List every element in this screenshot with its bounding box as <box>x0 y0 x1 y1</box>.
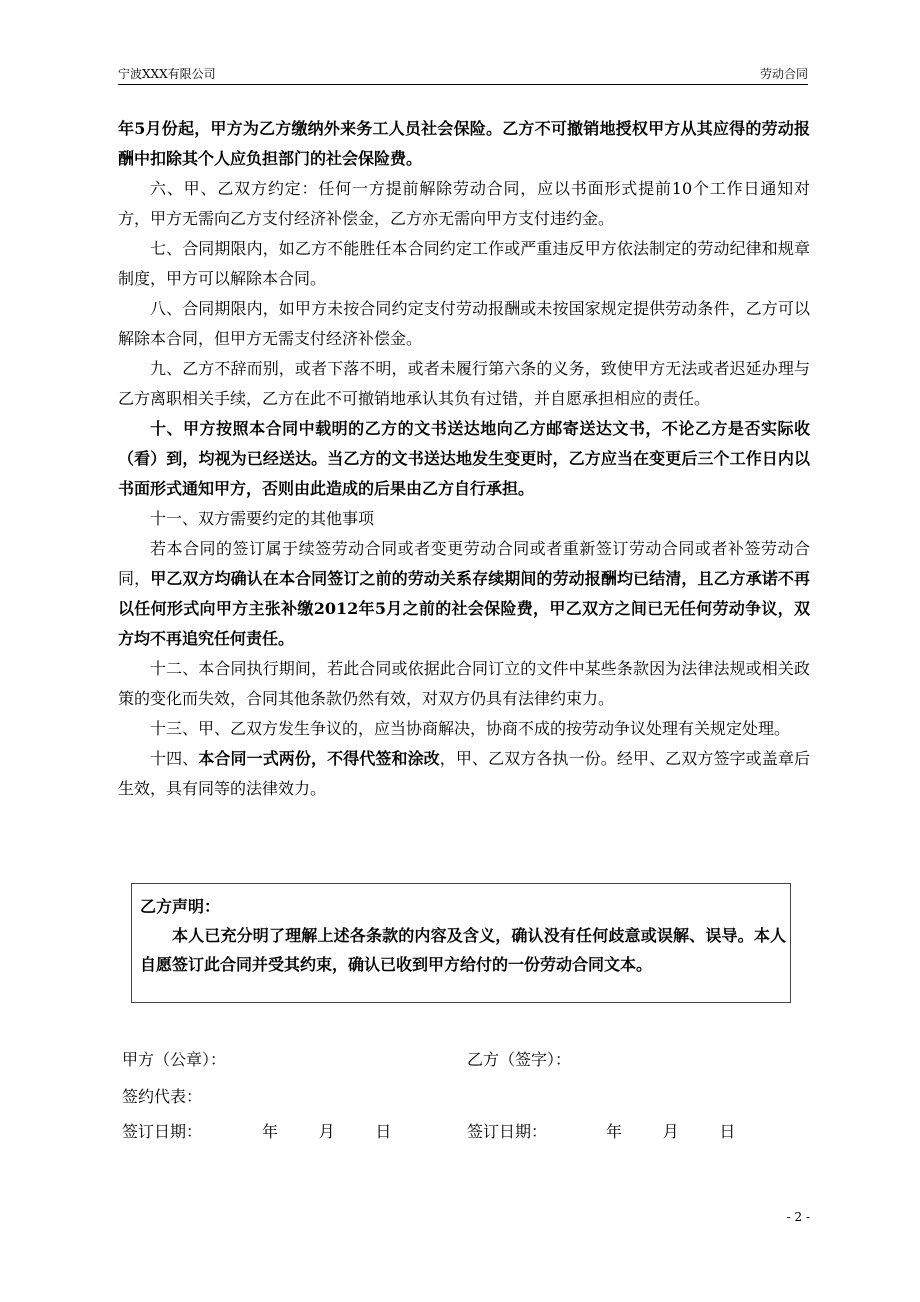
sign-date-b-label: 签订日期： <box>467 1122 548 1141</box>
sign-date-b-fields: 年 月 日 <box>606 1122 736 1141</box>
clause-6: 六、甲、乙双方约定：任何一方提前解除劳动合同，应以书面形式提前10个工作日通知对方，甲方无需向乙方支付经济补偿金，乙方亦无需向甲方支付违约金。 <box>118 179 810 228</box>
clause-8: 八、合同期限内，如甲方未按合同约定支付劳动报酬或未按国家规定提供劳动条件，乙方可以解除本合同，但甲方无需支付经济补偿金。 <box>118 299 810 348</box>
document-type: 劳动合同 <box>759 67 808 81</box>
clause-9: 九、乙方不辞而别，或者下落不明，或者未履行第六条的义务，致使甲方无法或者迟延办理与乙方离职相关手续，乙方在此不可撤销地承认其负有过错，并自愿承担相应的责任。 <box>118 359 810 408</box>
clause-14: 十四、本合同一式两份，不得代签和涂改，甲、乙双方各执一份。经甲、乙双方签字或盖章后生效，具有同等的法律效力。 <box>118 749 810 798</box>
page-number: - 2 - <box>786 1210 810 1224</box>
sign-date-a-label: 签订日期： <box>122 1122 203 1141</box>
clause-11-detail: 若本合同的签订属于续签劳动合同或者变更劳动合同或者重新签订劳动合同或者补签劳动合同，甲乙双方均确认在本合同签订之前的劳动关系存续期间的劳动报酬均已结清，且乙方承诺不再以任何形式向甲方主张补缴2012年5月之前的社会保险费，甲乙双方之间已无任何劳动争议，双方均不再追究任何责任。 <box>118 539 810 648</box>
declaration-body: 本人已充分明了理解上述各条款的内容及含义，确认没有任何歧意或误解、误导。本人自愿签订此合同并受其约束，确认已收到甲方给付的一份劳动合同文本。 <box>140 926 786 974</box>
clause-7: 七、合同期限内，如乙方不能胜任本合同约定工作或严重违反甲方依法制定的劳动纪律和规章制度，甲方可以解除本合同。 <box>118 239 810 288</box>
contract-body <box>118 114 810 804</box>
clause-13: 十三、甲、乙双方发生争议的，应当协商解决，协商不成的按劳动争议处理有关规定处理。 <box>150 719 791 738</box>
declaration-title: 乙方声明： <box>140 897 221 916</box>
clause-11: 十一、双方需要约定的其他事项 <box>150 509 375 528</box>
party-b-sign-label: 乙方（签字）： <box>467 1050 572 1069</box>
company-name: 宁波XXX有限公司 <box>118 67 216 81</box>
party-a-seal-label: 甲方（公章）： <box>122 1050 227 1069</box>
representative-label: 签约代表： <box>122 1087 203 1106</box>
sign-date-a-fields: 年 月 日 <box>262 1122 392 1141</box>
clause-10: 十、甲方按照本合同中载明的乙方的文书送达地向乙方邮寄送达文书，不论乙方是否实际收（看）到，均视为已经送达。当乙方的文书送达地发生变更时，乙方应当在变更后三个工作日内以书面形式通知甲方，否则由此造成的后果由乙方自行承担。 <box>118 419 810 498</box>
clause-12: 十二、本合同执行期间，若此合同或依据此合同订立的文件中某些条款因为法律法规或相关政策的变化而失效，合同其他条款仍然有效，对双方仍具有法律约束力。 <box>118 659 810 708</box>
paragraph-social-insurance: 年5月份起，甲方为乙方缴纳外来务工人员社会保险。乙方不可撤销地授权甲方从其应得的劳动报酬中扣除其个人应负担部门的社会保险费。 <box>118 119 810 168</box>
party-b-declaration-box <box>131 883 791 1003</box>
page-header <box>118 66 808 85</box>
